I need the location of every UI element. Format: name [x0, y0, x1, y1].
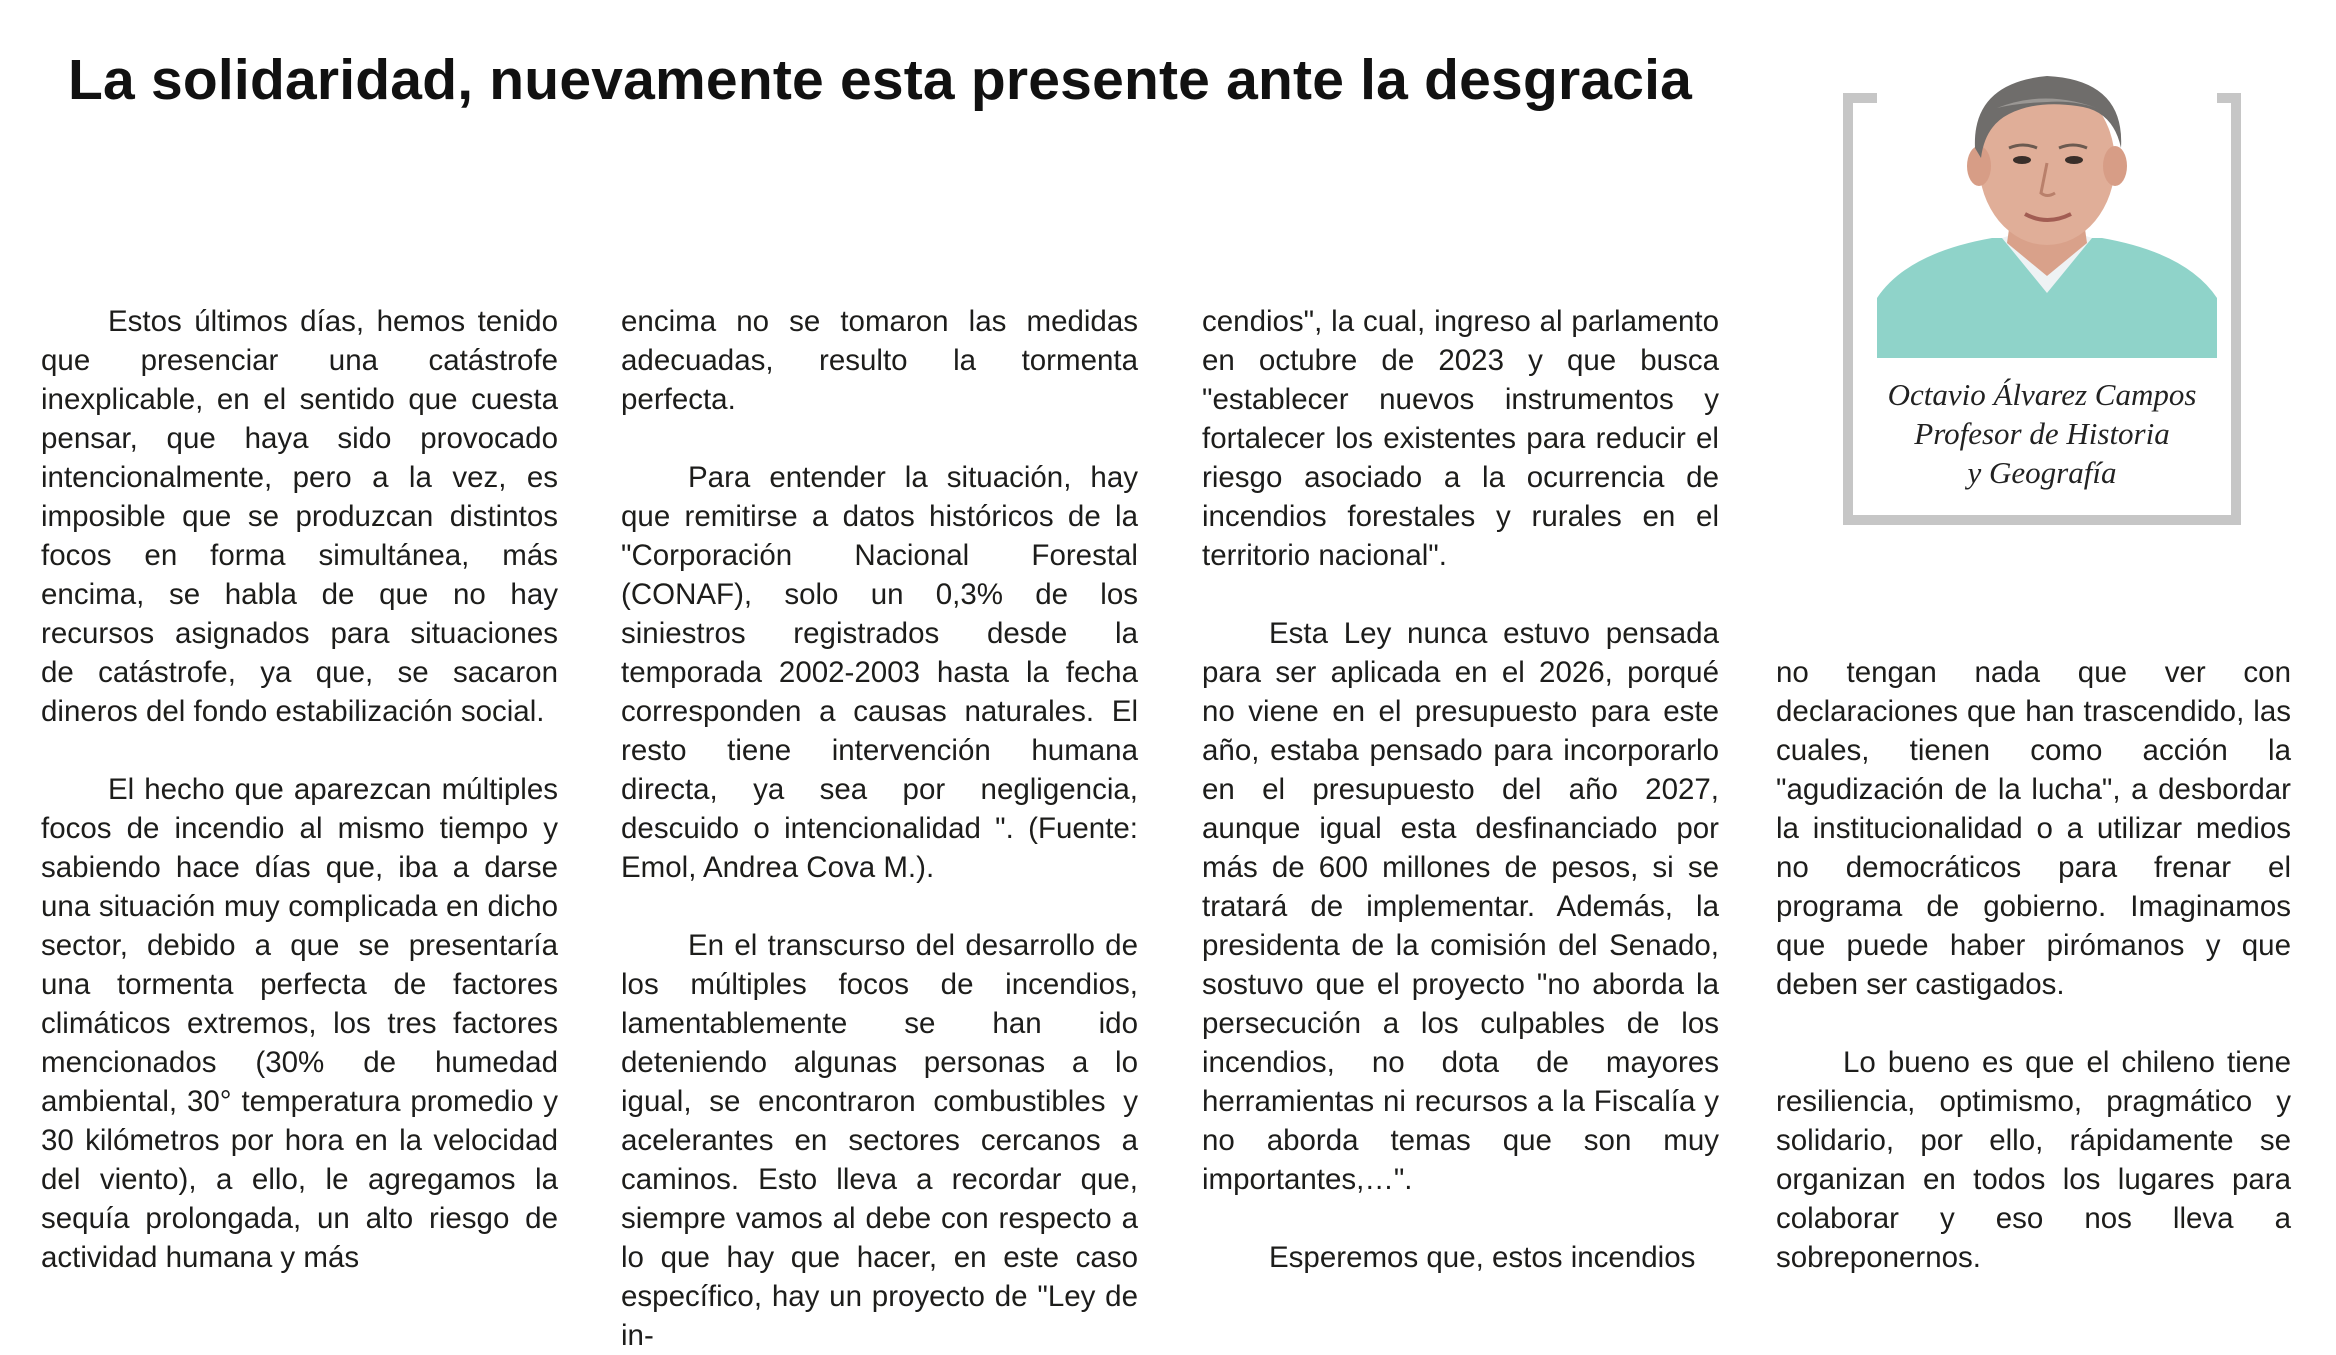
author-role-line-1: Profesor de Historia: [1914, 416, 2170, 451]
author-box: [1843, 93, 2241, 525]
article-headline: La solidaridad, nuevamente esta presente ante la desgracia: [68, 48, 1693, 112]
article-column-3: [1202, 302, 1719, 1277]
paragraph: Esta Ley nunca estuvo pensada para ser aplicada en el 2026, porqué no viene en el presupuesto para este año, estaba pensado para incorporarlo en el presupuesto del año 2027, aunque igual esta desfinanciado por más de 600 millones de pesos, si se tratará de implementar. Además, la presidenta de la comisión del Senado, sostuvo que el proyecto "no aborda la persecución a los culpables de los incendios, no dota de mayores herramientas ni recursos a la Fiscalía y no aborda temas que son muy importantes,…".: [1202, 617, 1719, 1196]
article-column-2: [621, 302, 1138, 1355]
article-column-1: [41, 302, 558, 1277]
paragraph: El hecho que aparezcan múltiples focos de incendio al mismo tiempo y sabiendo hace días que, iba a darse una situación muy complicada en dicho sector, debido a que se presentaría una tormenta perfecta de factores climáticos extremos, los tres factores mencionados (30% de humedad ambiental, 30° temperatura promedio y 30 kilómetros por hora en la velocidad del viento), a ello, le agregamos la sequía prolongada, un alto riesgo de actividad humana y más: [41, 773, 558, 1274]
author-name: Octavio Álvarez Campos: [1887, 377, 2197, 412]
author-role-line-2: y Geografía: [1967, 455, 2117, 490]
paragraph: En el transcurso del desarrollo de los múltiples focos de incendios, lamentablemente se han ido deteniendo algunas personas a lo igual, se encontraron combustibles y acelerantes en sectores cercanos a caminos. Esto lleva a recordar que, siempre vamos al debe con respecto a lo que hay que hacer, en este caso específico, hay un proyecto de "Ley de in-: [621, 929, 1138, 1352]
paragraph-continued: no tengan nada que ver con declaraciones que han trascendido, las cuales, tienen como acción la "agudización de la lucha", a desbordar la institucionalidad o a utilizar medios no democráticos para frenar el programa de gobierno. Imaginamos que puede haber pirómanos y que deben ser castigados.: [1776, 656, 2291, 1001]
paragraph: Para entender la situación, hay que remitirse a datos históricos de la "Corporación Nacional Forestal (CONAF), solo un 0,3% de los siniestros registrados desde la temporada 2002-2003 hasta la fecha corresponden a causas naturales. El resto tiene intervención humana directa, ya sea por negligencia, descuido o intencionalidad ". (Fuente: Emol, Andrea Cova M.).: [621, 461, 1138, 884]
article-column-4: [1776, 653, 2291, 1277]
author-caption: [1853, 375, 2231, 492]
paragraph-continued: cendios", la cual, ingreso al parlamento en octubre de 2023 y que busca "establecer nuevos instrumentos y fortalecer los existentes para reducir el riesgo asociado a la ocurrencia de incendios forestales y rurales en el territorio nacional".: [1202, 305, 1719, 572]
paragraph: Esperemos que, estos incendios: [1269, 1241, 1696, 1274]
paragraph-continued: encima no se tomaron las medidas adecuadas, resulto la tormenta perfecta.: [621, 305, 1138, 416]
paragraph: Lo bueno es que el chileno tiene resiliencia, optimismo, pragmático y solidario, por ello, rápidamente se organizan en todos los lugares para colaborar y eso nos lleva a sobreponernos.: [1776, 1046, 2291, 1274]
paragraph: Estos últimos días, hemos tenido que presenciar una catástrofe inexplicable, en el sentido que cuesta pensar, que haya sido provocado intencionalmente, pero a la vez, es imposible que se produzcan distintos focos en forma simultánea, más encima, se habla de que no hay recursos asignados para situaciones de catástrofe, ya que, se sacaron dineros del fondo estabilización social.: [41, 305, 558, 728]
author-photo: [1877, 48, 2217, 358]
